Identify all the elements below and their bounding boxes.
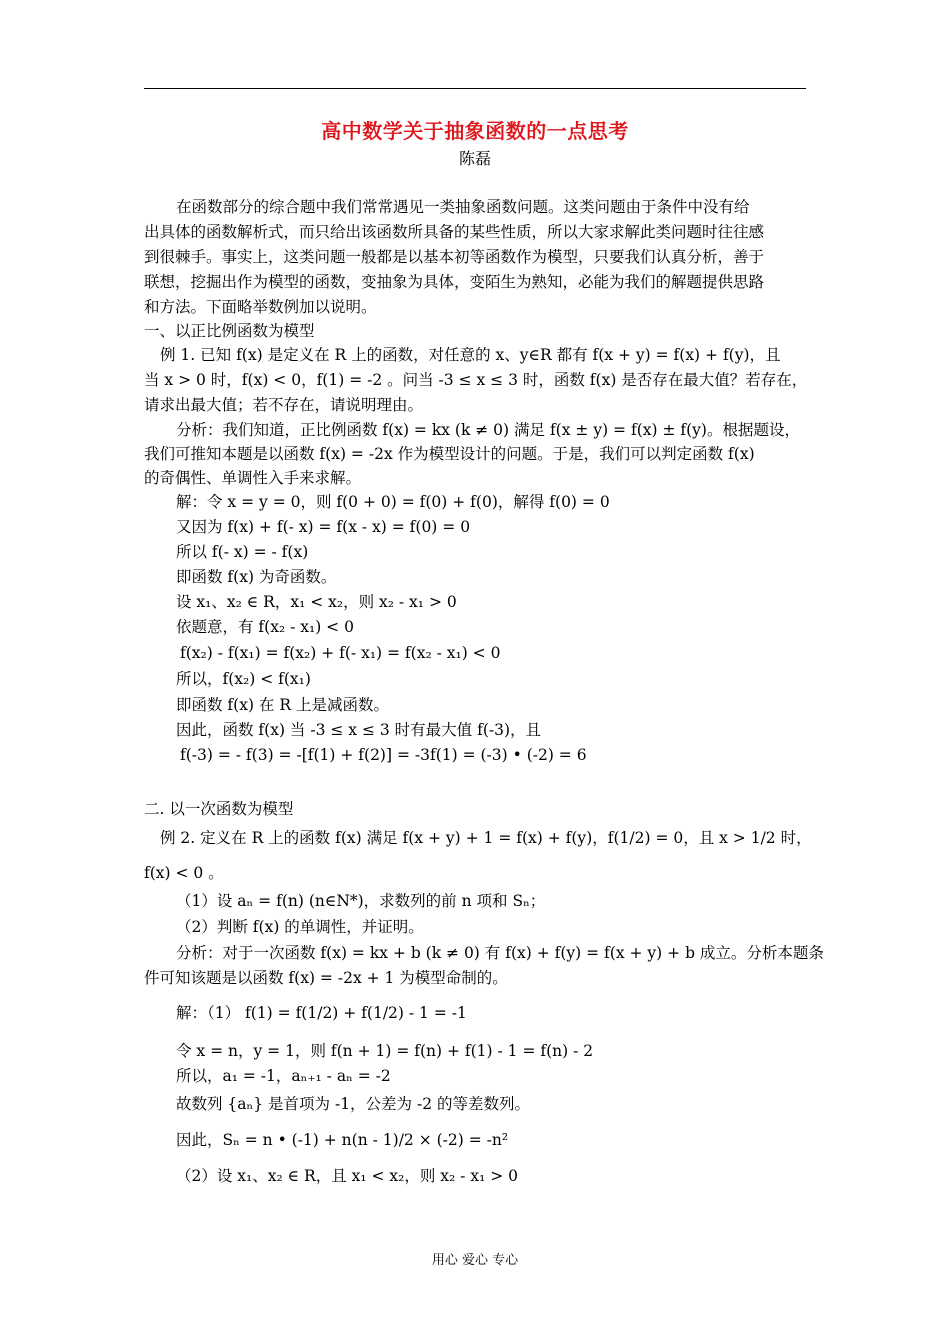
analysis-line: 分析：对于一次函数 f(x) = kx + b (k ≠ 0) 有 f(x) + f(y) = f(x + y) + b 成立。分析本题条 <box>176 944 824 962</box>
section-heading: 一、以正比例函数为模型 <box>144 322 315 340</box>
math-line: 依题意，有 f(x₂ - x₁) < 0 <box>176 618 354 636</box>
math-line: 因此，函数 f(x) 当 -3 ≤ x ≤ 3 时有最大值 f(-3)，且 <box>176 721 542 739</box>
solution-line: 解：（1） f(1) = f(1/2) + f(1/2) - 1 = -1 <box>176 1004 467 1022</box>
document-title: 高中数学关于抽象函数的一点思考 <box>321 119 629 143</box>
math-line: 所以，a₁ = -1，aₙ₊₁ - aₙ = -2 <box>176 1067 391 1085</box>
math-line: 设 x₁、x₂ ∈ R，x₁ < x₂，则 x₂ - x₁ > 0 <box>176 593 457 611</box>
math-line: 因此，Sₙ = n • (-1) + n(n - 1)/2 × (-2) = -n² <box>176 1131 509 1149</box>
text-line: 和方法。下面略举数例加以说明。 <box>144 298 377 316</box>
math-line: 即函数 f(x) 在 R 上是减函数。 <box>176 696 389 714</box>
math-line: 所以，f(x₂) < f(x₁) <box>176 670 311 688</box>
text-line: 联想，挖掘出作为模型的函数，变抽象为具体，变陌生为熟知，必能为我们的解题提供思路 <box>144 273 765 291</box>
text-line: 在函数部分的综合题中我们常常遇见一类抽象函数问题。这类问题由于条件中没有给 <box>176 198 750 216</box>
math-line: 令 x = n，y = 1，则 f(n + 1) = f(n) + f(1) - 1 = f(n) - 2 <box>176 1042 594 1060</box>
text-line: 请求出最大值；若不存在，请说明理由。 <box>144 396 424 414</box>
text-line: 件可知该题是以函数 f(x) = -2x + 1 为模型命制的。 <box>144 969 508 987</box>
text-line: 的奇偶性、单调性入手来求解。 <box>144 469 362 487</box>
text-line: 出具体的函数解析式，而只给出该函数所具备的某些性质，所以大家求解此类问题时往往感 <box>144 223 765 241</box>
math-line: 即函数 f(x) 为奇函数。 <box>176 568 337 586</box>
math-line: 所以 f(- x) = - f(x) <box>176 543 309 561</box>
example-statement: 例 1. 已知 f(x) 是定义在 R 上的函数，对任意的 x、y∈R 都有 f(x + y) = f(x) + f(y)，且 <box>160 346 781 364</box>
math-line: 又因为 f(x) + f(- x) = f(x - x) = f(0) = 0 <box>176 518 471 536</box>
analysis-line: 分析：我们知道，正比例函数 f(x) = kx (k ≠ 0) 满足 f(x ± y) = f(x) ± f(y)。根据题设， <box>176 421 800 439</box>
section-heading: 二. 以一次函数为模型 <box>144 800 294 818</box>
math-line: （2）设 x₁、x₂ ∈ R，且 x₁ < x₂，则 x₂ - x₁ > 0 <box>176 1167 519 1185</box>
text-line: 当 x > 0 时，f(x) < 0，f(1) = -2 。问当 -3 ≤ x ≤ 3 时，函数 f(x) 是否存在最大值？若存在， <box>144 371 808 389</box>
author-name: 陈磊 <box>458 149 491 168</box>
text-line: f(x) < 0 。 <box>144 864 224 882</box>
page-footer: 用心 爱心 专心 <box>431 1253 519 1268</box>
math-line: f(-3) = - f(3) = -[f(1) + f(2)] = -3f(1) = (-3) • (-2) = 6 <box>180 746 587 764</box>
math-line: 故数列 {aₙ} 是首项为 -1，公差为 -2 的等差数列。 <box>176 1095 531 1113</box>
example-statement: 例 2. 定义在 R 上的函数 f(x) 满足 f(x + y) + 1 = f(x) + f(y)，f(1/2) = 0，且 x > 1/2 时， <box>160 829 812 847</box>
text-line: 我们可推知本题是以函数 f(x) = -2x 作为模型设计的问题。于是，我们可以判定函数 f(x) <box>144 445 755 463</box>
question-line: （2）判断 f(x) 的单调性，并证明。 <box>176 918 424 936</box>
math-line: f(x₂) - f(x₁) = f(x₂) + f(- x₁) = f(x₂ - x₁) < 0 <box>180 644 501 662</box>
text-line: 到很棘手。事实上，这类问题一般都是以基本初等函数作为模型，只要我们认真分析，善于 <box>144 248 765 266</box>
solution-line: 解：令 x = y = 0，则 f(0 + 0) = f(0) + f(0)，解得 f(0) = 0 <box>176 493 610 511</box>
header-rule <box>144 88 806 89</box>
question-line: （1）设 aₙ = f(n) (n∈N*)，求数列的前 n 项和 Sₙ； <box>176 892 546 910</box>
